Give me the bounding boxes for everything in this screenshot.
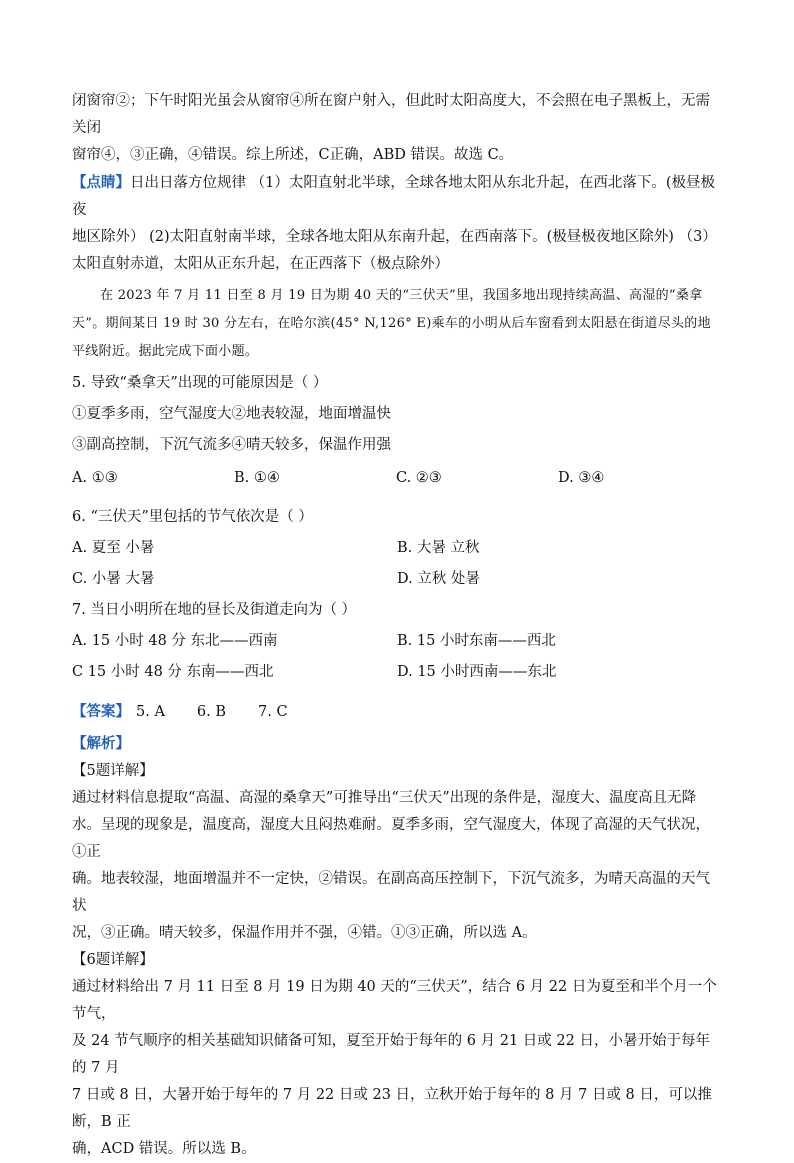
tip-line <box>72 169 722 224</box>
question-5-statement: ③副高控制，下沉气流多④晴天较多，保温作用强 <box>72 437 391 453</box>
option-d: D. 15 小时西南——东北 <box>397 664 557 680</box>
tip-label: 【点睛】 <box>72 174 130 191</box>
option-c: C. ②③ <box>396 470 442 486</box>
question-5-options <box>72 465 722 492</box>
question-6-options-row <box>72 535 722 562</box>
analysis-label: 【解析】 <box>72 735 130 752</box>
detail-5-line: 通过材料信息提取“高温、高湿的桑拿天”可推导出“三伏天”出现的条件是，湿度大、温度高且无降 <box>72 790 697 806</box>
material-line: 平线附近。据此完成下面小题。 <box>72 344 259 359</box>
option-c: C 15 小时 48 分 东南——西北 <box>72 664 274 680</box>
detail-5-label: 【5题详解】 <box>72 763 154 779</box>
answer-item: 7. C <box>258 704 288 720</box>
option-b: B. 大暑 立秋 <box>397 540 480 556</box>
option-a: A. ①③ <box>72 470 118 486</box>
question-5-statement: ①夏季多雨，空气湿度大②地表较湿，地面增温快 <box>72 406 391 422</box>
material-line: 在 2023 年 7 月 11 日至 8 月 19 日为期 40 天的“三伏天”里，我国多地出现持续高温、高湿的“桑拿 <box>100 288 703 303</box>
option-d: D. ③④ <box>558 470 605 486</box>
question-6-options-row <box>72 566 722 593</box>
detail-5-line: 水。呈现的现象是，温度高，湿度大且闷热难耐。夏季多雨，空气湿度大，体现了高湿的天气状况，①正 <box>72 817 710 860</box>
answer-label: 【答案】 <box>72 703 130 720</box>
document-page <box>72 88 722 1163</box>
question-7-stem: 7. 当日小明所在地的昼长及街道走向为（ ） <box>72 602 357 618</box>
option-a: A. 15 小时 48 分 东北——西南 <box>72 633 278 649</box>
answer-line <box>72 698 722 726</box>
tip-line: 太阳直射赤道，太阳从正东升起，在正西落下（极点除外） <box>72 256 449 272</box>
question-7-options-row <box>72 628 722 655</box>
option-c: C. 小暑 大暑 <box>72 571 155 587</box>
detail-6-line: 通过材料给出 7 月 11 日至 8 月 19 日为期 40 天的“三伏天”，结合 6 月 22 日为夏至和半个月一个节气， <box>72 979 717 1022</box>
paragraph-line: 闭窗帘②；下午时阳光虽会从窗帘④所在窗户射入，但此时太阳高度大，不会照在电子黑板上，无需关闭 <box>72 93 710 136</box>
question-7-options-row <box>72 659 722 686</box>
question-6-stem: 6. “三伏天”里包括的节气依次是（ ） <box>72 509 313 525</box>
detail-5-line: 况，③正确。晴天较多，保温作用并不强，④错。①③正确，所以选 A。 <box>72 925 537 941</box>
detail-6-line: 及 24 节气顺序的相关基础知识储备可知，夏至开始于每年的 6 月 21 日或 22 日，小暑开始于每年的 7 月 <box>72 1033 710 1076</box>
detail-6-line: 确，ACD 错误。所以选 B。 <box>72 1141 256 1157</box>
detail-5-line: 确。地表较湿，地面增温并不一定快，②错误。在副高高压控制下，下沉气流多，为晴天高温的天气状 <box>72 871 710 914</box>
answer-item: 5. A <box>136 704 165 720</box>
answer-item: 6. B <box>196 704 227 720</box>
paragraph-line: 窗帘④，③正确，④错误。综上所述，C正确，ABD 错误。故选 C。 <box>72 147 514 163</box>
tip-text: 日出日落方位规律 （1）太阳直射北半球，全球各地太阳从东北升起，在西北落下。(极昼极夜 <box>72 175 715 218</box>
option-b: B. ①④ <box>234 470 280 486</box>
question-5-stem: 5. 导致“桑拿天”出现的可能原因是（ ） <box>72 375 328 391</box>
detail-6-label: 【6题详解】 <box>72 952 154 968</box>
option-d: D. 立秋 处暑 <box>397 571 480 587</box>
option-b: B. 15 小时东南——西北 <box>397 633 556 649</box>
option-a: A. 夏至 小暑 <box>72 540 155 556</box>
material-line: 天”。期间某日 19 时 30 分左右，在哈尔滨(45° N,126° E)乘车的小明从后车窗看到太阳悬在街道尽头的地 <box>72 316 711 331</box>
tip-line: 地区除外） (2)太阳直射南半球，全球各地太阳从东南升起，在西南落下。(极昼极夜地区除外) （3） <box>72 229 717 245</box>
detail-6-line: 7 日或 8 日，大暑开始于每年的 7 月 22 日或 23 日，立秋开始于每年的 8 月 7 日或 8 日，可以推断，B 正 <box>72 1087 712 1130</box>
